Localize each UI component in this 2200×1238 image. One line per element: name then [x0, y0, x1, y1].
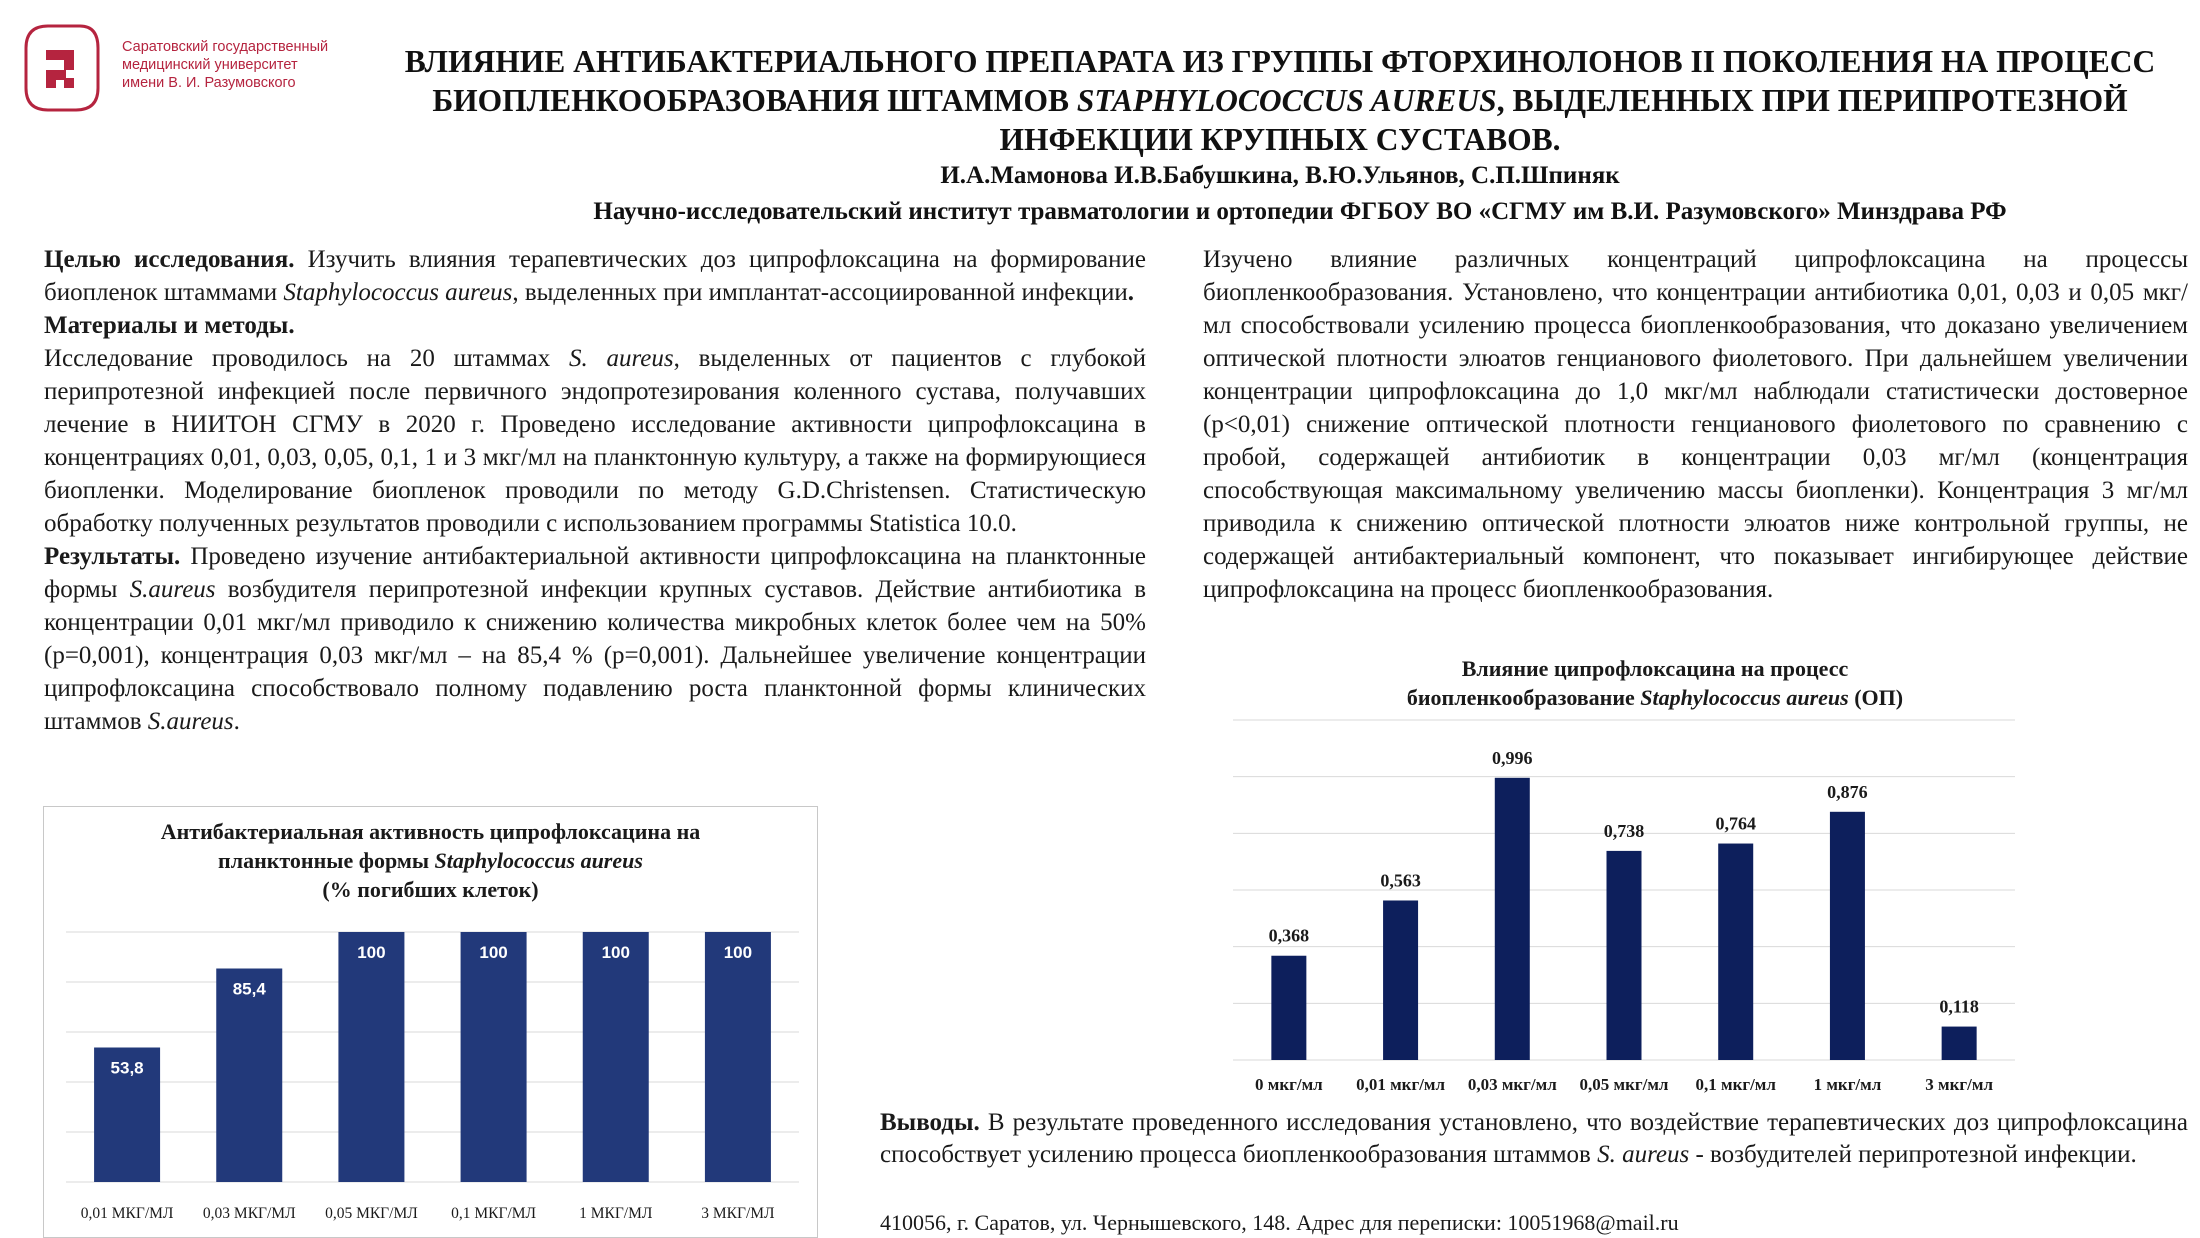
chart1-category-label: 0,03 МКГ/МЛ [202, 1205, 296, 1222]
poster-title: ВЛИЯНИЕ АНТИБАКТЕРИАЛЬНОГО ПРЕПАРАТА ИЗ ГРУППЫ ФТОРХИНОЛОНОВ II ПОКОЛЕНИЯ НА ПРОЦЕСС БИОПЛЕНКООБРАЗОВАНИЯ ШТАММОВ STAPHYLOCOCCUS AUREUS, ВЫДЕЛЕННЫХ ПРИ ПЕРИПРОТЕЗНОЙ ИНФЕКЦИИ КРУПНЫХ СУСТАВОВ. [404, 44, 2156, 157]
chart2-value-label: 0,118 [1939, 996, 1979, 1017]
chart1-category-label: 1 МКГ/МЛ [579, 1205, 653, 1222]
university-logo [18, 18, 103, 118]
chart2-category-label: 0,01 мкг/мл [1356, 1075, 1446, 1094]
chart2-value-label: 0,563 [1380, 870, 1421, 891]
conclusions-heading: Выводы. [880, 1109, 980, 1136]
chart1-bar [216, 969, 282, 1183]
institute: Научно-исследовательский институт травматологии и ортопедии ФГБОУ ВО «СГМУ им В.И. Разумовского» Минздрава РФ [593, 198, 2007, 225]
conclusions-paragraph: Выводы. В результате проведенного исследования установлено, что воздействие терапевтических доз ципрофлоксацина способствует усилению процесса биопленкообразования штаммов S. aureus - возбудителей перипротезной инфекции. [880, 1109, 2188, 1168]
chart2-value-label: 0,738 [1603, 820, 1645, 841]
results-paragraph: Результаты. Проведено изучение антибактериальной активности ципрофлоксацина на планктонные формы S.aureus возбудителя перипротезной инфекции крупных суставов. Действие антибиотика в концентрации 0,01 мкг/мл приводило к снижению количества микробных клеток более чем на 50% (p=0,001), концентрация 0,03 мкг/мл – на 85,4 % (p=0,001). Дальнейшее увеличение концентрации ципрофлоксацина способствовало полному подавлению роста планктонной формы клинических штаммов S.aureus. [44, 543, 1146, 735]
chart2-bar [1607, 851, 1642, 1060]
chart2-value-label: 0,764 [1715, 813, 1756, 834]
chart2-bar [1942, 1027, 1977, 1060]
authors: И.А.Мамонова И.В.Бабушкина, В.Ю.Ульянов, С.П.Шпиняк [940, 162, 1620, 189]
university-name: Саратовский государственный медицинский университет имени В. И. Разумовского [122, 39, 329, 91]
chart1-bar [338, 932, 404, 1182]
chart2-bar [1271, 956, 1306, 1060]
aim-heading: Целью исследования. [44, 246, 295, 273]
chart2-plot [1205, 710, 2125, 1100]
chart-planktonic-activity [43, 806, 818, 1238]
chart1-plot [44, 807, 819, 1238]
results-heading: Результаты. [44, 543, 181, 570]
chart1-category-label: 0,01 МКГ/МЛ [80, 1205, 174, 1222]
contact-address: 410056, г. Саратов, ул. Чернышевского, 148. Адрес для переписки: 10051968@mail.ru [880, 1210, 1679, 1235]
chart2-category-label: 0,03 мкг/мл [1467, 1075, 1557, 1094]
chart1-category-label: 0,05 МКГ/МЛ [325, 1205, 418, 1222]
chart2-bar [1830, 812, 1865, 1060]
right-column-text: Изучено влияние различных концентраций ципрофлоксацина на процессы биопленкообразования. Установлено, что концентрации антибиотика 0,01, 0,03 и 0,05 мкг/мл способствовали усилению процесса биопленкообразования, что доказано увеличением оптической плотности элюатов генцианового фиолетового. При дальнейшем увеличении концентрации ципрофлоксацина до 1,0 мкг/мл наблюдали статистически достоверное (p<0,01) снижение оптической плотности генцианового фиолетового по сравнению с пробой, содержащей антибиотик в концентрации 0,03 мг/мл (концентрация способствующая максимальному увеличению массы биопленки). Концентрация 3 мг/мл приводила к снижению оптической плотности элюатов ниже контрольной группы, не содержащей антибактериальный компонент, что показывает ингибирующее действие ципрофлоксацина на процесс биопленкообразования. [1203, 246, 2188, 603]
chart2-category-label: 0,1 мкг/мл [1695, 1075, 1776, 1094]
chart2-title: Влияние ципрофлоксацина на процесс биопленкообразование Staphylococcus aureus (ОП) [1406, 656, 1904, 710]
chart1-value-label: 100 [723, 943, 753, 962]
chart2-value-label: 0,876 [1827, 781, 1868, 802]
chart1-bar [583, 932, 649, 1182]
chart1-value-label: 100 [357, 943, 386, 962]
chart2-category-label: 3 мкг/мл [1925, 1075, 1993, 1094]
chart2-category-label: 0 мкг/мл [1255, 1075, 1323, 1094]
chart2-bar [1383, 900, 1418, 1060]
left-column [44, 243, 1146, 738]
chart1-value-label: 53,8 [110, 1058, 144, 1078]
chart1-value-label: 100 [601, 943, 630, 962]
chart1-category-label: 3 МКГ/МЛ [701, 1205, 775, 1222]
chart2-value-label: 0,368 [1268, 925, 1310, 946]
chart1-title: Антибактериальная активность ципрофлоксацина на планктонные формы Staphylococcus aureus (% погибших клеток) [160, 819, 701, 902]
chart2-category-label: 1 мкг/мл [1813, 1075, 1882, 1094]
chart1-value-label: 100 [479, 943, 508, 962]
chart1-bar [705, 932, 771, 1182]
chart2-category-label: 0,05 мкг/мл [1579, 1075, 1669, 1094]
chart1-value-label: 85,4 [232, 979, 266, 999]
methods-paragraph: Исследование проводилось на 20 штаммах S. aureus, выделенных от пациентов с глубокой перипротезной инфекцией после первичного эндопротезирования коленного сустава, получавших лечение в НИИТОН СГМУ в 2020 г. Проведено исследование активности ципрофлоксацина в концентрациях 0,01, 0,03, 0,05, 0,1, 1 и 3 мкг/мл на планктонную культуру, а также на формирующиеся биопленки. Моделирование биопленок проводили по методу G.D.Christensen. Статистическую обработку полученных результатов проводили с использованием программы Statistica 10.0. [44, 345, 1146, 537]
chart1-bar [461, 932, 527, 1182]
chart2-bar [1718, 844, 1753, 1060]
methods-heading: Материалы и методы. [44, 312, 295, 339]
chart1-category-label: 0,1 МКГ/МЛ [451, 1205, 537, 1222]
chart2-bar [1495, 778, 1530, 1060]
chart2-value-label: 0,996 [1492, 747, 1533, 768]
aim-paragraph: Целью исследования. Изучить влияния терапевтических доз ципрофлоксацина на формирование биопленок штаммами Staphylococcus aureus, выделенных при имплантат-ассоциированной инфекции. [44, 246, 1147, 306]
